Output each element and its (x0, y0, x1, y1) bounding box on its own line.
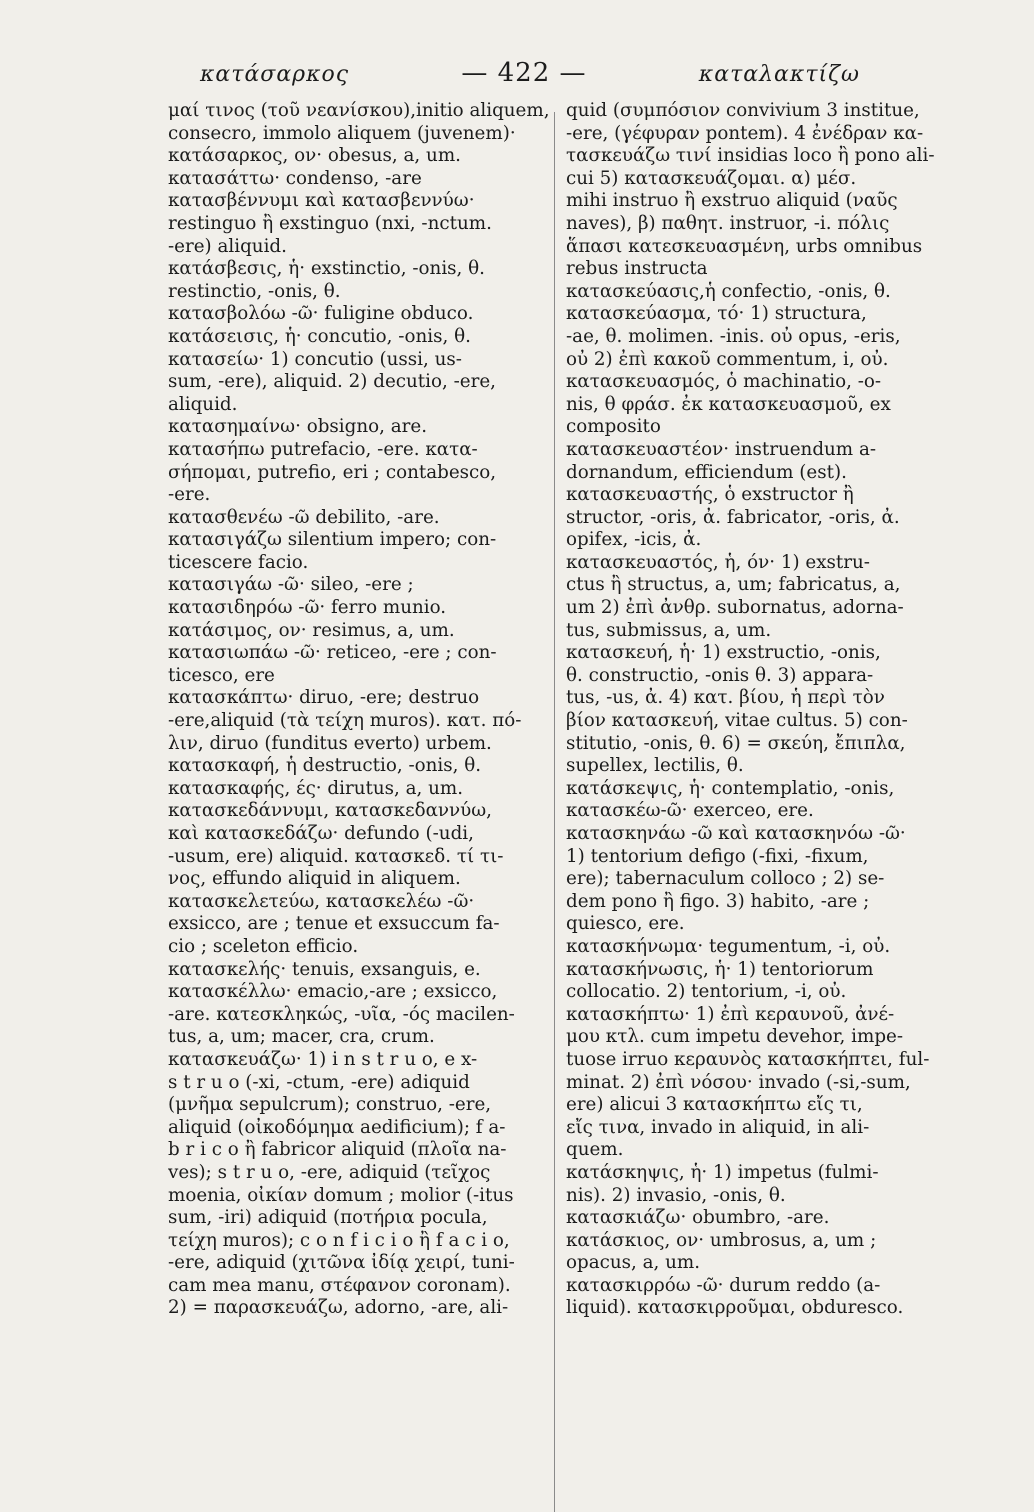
right-line: κατασκήνωσις, ἡ· 1) tentoriorum (566, 958, 874, 980)
left-line: κατασιδηρόω -ῶ· ferro munio. (168, 597, 447, 619)
right-line: εἴς τινα, invado in aliquid, in ali- (566, 1116, 870, 1138)
right-line: tuose irruo κεραυνὸς κατασκήπτει, ful- (566, 1048, 930, 1070)
right-line: quiesco, ere. (566, 913, 685, 935)
left-line: κατασκέλλω· emacio,-are ; exsicco, (168, 981, 498, 1003)
right-line: κατασκηνάω -ῶ καὶ κατασκηνόω -ῶ· (566, 823, 906, 844)
left-line: cam mea manu, στέφανον coronam). (168, 1274, 511, 1296)
right-line: κατασκευασμός, ὁ machinatio, -o- (566, 371, 882, 393)
left-line: μαί τινος (τοῦ νεανίσκου),initio aliquem, (168, 100, 550, 121)
right-line: μου κτλ. cum impetu devehor, impe- (566, 1026, 904, 1048)
left-line: κατασείω· 1) concutio (ussi, us- (168, 348, 462, 370)
left-line: κατασιγάω -ῶ· sileo, -ere ; (168, 574, 414, 596)
left-line: καὶ κατασκεδάζω· defundo (-udi, (168, 823, 474, 844)
left-line: κατασιωπάω -ῶ· reticeo, -ere ; con- (168, 642, 497, 664)
right-line: κατασκευαστής, ὁ exstructor ἢ (566, 484, 854, 506)
right-line: naves), β) παθητ. instruor, -i. πόλις (566, 212, 890, 234)
left-line: κατασκελής· tenuis, exsanguis, e. (168, 958, 481, 980)
right-line: structor, -oris, ἀ. fabricator, -oris, ἀ. (566, 506, 900, 528)
right-line: τασκευάζω τινί insidias loco ἢ pono ali- (566, 145, 935, 167)
right-line: οὐ 2) ἐπὶ κακοῦ commentum, i, οὐ. (566, 348, 889, 370)
left-line: -ere,aliquid (τὰ τείχη muros). κατ. πό- (168, 710, 522, 732)
left-line: σήπομαι, putrefio, eri ; contabesco, (168, 461, 497, 483)
left-line: κατασκάπτω· diruo, -ere; destruo (168, 687, 480, 709)
left-line: sum, -iri) adiquid (ποτήρια pocula, (168, 1207, 488, 1229)
right-line: mihi instruo ἢ exstruo aliquid (ναῦς (566, 190, 898, 212)
left-line: ves); s t r u o, -ere, adiquid (τεῖχος (168, 1161, 491, 1183)
right-line: nis). 2) invasio, -onis, θ. (566, 1184, 786, 1206)
left-line: exsicco, are ; tenue et exsuccum fa- (168, 913, 500, 935)
right-line: rebus instructa (566, 258, 708, 280)
left-line: -usum, ere) aliquid. κατασκεδ. τί τι- (168, 845, 504, 867)
left-line: restinguo ἢ exstinguo (nxi, -nctum. (168, 212, 492, 234)
left-line: -ere, adiquid (χιτῶνα ἰδίᾳ χειρί, tuni- (168, 1252, 515, 1274)
right-line: βίον κατασκευή, vitae cultus. 5) con- (566, 710, 908, 732)
right-line: κατασκευή, ἡ· 1) exstructio, -onis, (566, 642, 881, 664)
right-line: cui 5) κατασκευάζομαι. α) μέσ. (566, 167, 857, 189)
left-line: -are. κατεσκληκώς, -υῖα, -ός macilen- (168, 1003, 515, 1025)
left-line: consecro, immolo aliquem (juvenem)· (168, 122, 516, 144)
left-running-headword: κατάσαρκος (200, 62, 350, 87)
right-line: κατασκεύασις,ἡ confectio, -onis, θ. (566, 280, 891, 302)
left-line: κατασκαφής, ές· dirutus, a, um. (168, 777, 464, 799)
left-line: κατασήπω putrefacio, -ere. κατα- (168, 438, 478, 460)
left-column (168, 100, 556, 1320)
right-line: supellex, lectilis, θ. (566, 755, 744, 777)
left-line: aliquid. (168, 393, 238, 415)
left-line: κατασιγάζω silentium impero; con- (168, 529, 497, 551)
page-header (200, 58, 860, 98)
left-line: κατασάττω· condenso, -are (168, 167, 422, 189)
right-line: κατασκήνωμα· tegumentum, -i, οὐ. (566, 935, 891, 957)
right-line: minat. 2) ἐπὶ νόσου· invado (-si,-sum, (566, 1071, 911, 1093)
right-running-headword: καταλακτίζω (698, 62, 860, 87)
right-line: ἅπασι κατεσκευασμένη, urbs omnibus (566, 235, 923, 257)
right-line: ere) alicui 3 κατασκήπτω εἴς τι, (566, 1094, 863, 1116)
left-line: κατασβολόω -ῶ· fuligine obduco. (168, 303, 474, 325)
right-line: κατασκεύασμα, τό· 1) structura, (566, 303, 867, 325)
right-line: κατάσκιος, ον· umbrosus, a, um ; (566, 1229, 877, 1251)
right-line: um 2) ἐπὶ ἀνθρ. subornatus, adorna- (566, 597, 904, 619)
right-line: liquid). κατασκιρροῦμαι, obduresco. (566, 1297, 904, 1319)
right-line: dornandum, efficiendum (est). (566, 461, 847, 483)
left-line: -ere) aliquid. (168, 235, 287, 257)
right-line: ere); tabernaculum colloco ; 2) se- (566, 868, 885, 890)
right-line: opifex, -icis, ἀ. (566, 529, 702, 551)
right-line: ctus ἢ structus, a, um; fabricatus, a, (566, 574, 901, 596)
left-line: κατασημαίνω· obsigno, are. (168, 416, 428, 438)
left-line: κατάσβεσις, ἡ· exstinctio, -onis, θ. (168, 258, 485, 280)
right-line: nis, θ φράσ. ἐκ κατασκευασμοῦ, ex (566, 393, 891, 415)
left-line: κατασβέννυμι καὶ κατασβεννύω· (168, 190, 475, 212)
left-line: κατάσεισις, ἡ· concutio, -onis, θ. (168, 325, 471, 347)
left-line: moenia, οἰκίαν domum ; molior (-itus (168, 1184, 514, 1206)
left-line: κατάσιμος, ον· resimus, a, um. (168, 619, 455, 641)
left-line: κατασκεδάννυμι, κατασκεδαννύω, (168, 800, 492, 822)
right-line: quid (συμπόσιον convivium 3 institue, (566, 100, 920, 121)
right-line: opacus, a, um. (566, 1252, 701, 1274)
left-line: 2) = παρασκευάζω, adorno, -are, ali- (168, 1297, 509, 1319)
left-line: νος, effundo aliquid in aliquem. (168, 868, 461, 890)
left-line: ticescere facio. (168, 551, 309, 573)
left-line: restinctio, -onis, θ. (168, 280, 341, 302)
right-line: θ. constructio, -onis θ. 3) appara- (566, 664, 874, 686)
left-line: b r i c o ἢ fabricor aliquid (πλοῖα na- (168, 1139, 507, 1161)
left-line: tus, a, um; macer, cra, crum. (168, 1026, 435, 1048)
right-line: dem pono ἢ figo. 3) habito, -are ; (566, 890, 870, 912)
right-line: κατάσκεψις, ἡ· contemplatio, -onis, (566, 777, 895, 799)
left-line: κατάσαρκος, ον· obesus, a, um. (168, 145, 461, 167)
right-line: κατασκευαστέον· instruendum a- (566, 438, 877, 460)
right-line: κατασκιρρόω -ῶ· durum reddo (a- (566, 1274, 881, 1296)
left-line: s t r u o (-xi, -ctum, -ere) adiquid (168, 1071, 470, 1093)
right-line: -ae, θ. molimen. -inis. οὐ opus, -eris, (566, 325, 901, 347)
left-line: cio ; sceleton efficio. (168, 935, 359, 957)
right-line: -ere, (γέφυραν pontem). 4 ἐνέδραν κα- (566, 122, 924, 144)
right-line: κατάσκηψις, ἡ· 1) impetus (fulmi- (566, 1161, 879, 1183)
left-line: τείχη muros); c o n f i c i o ἢ f a c i o, (168, 1229, 510, 1251)
right-line: κατασκευαστός, ἡ, όν· 1) exstru- (566, 551, 870, 573)
page-number: — 422 — (461, 58, 587, 88)
right-column (566, 100, 958, 1320)
right-line: stitutio, -onis, θ. 6) = σκεύη, ἔπιπλα, (566, 732, 906, 754)
left-line: λιν, diruo (funditus everto) urbem. (168, 732, 492, 754)
right-line: 1) tentorium defigo (-fixi, -fixum, (566, 845, 869, 867)
column-divider (554, 112, 555, 1512)
right-line: κατασκέω-ῶ· exerceo, ere. (566, 800, 814, 822)
right-line: tus, -us, ἀ. 4) κατ. βίου, ἡ περὶ τὸν (566, 687, 885, 709)
right-line: tus, submissus, a, um. (566, 619, 772, 641)
left-line: κατασκελετεύω, κατασκελέω -ῶ· (168, 890, 475, 912)
left-line: κατασκευάζω· 1) i n s t r u o, e x- (168, 1048, 478, 1070)
left-line: κατασκαφή, ἡ destructio, -onis, θ. (168, 755, 482, 777)
right-line: collocatio. 2) tentorium, -i, οὐ. (566, 981, 847, 1003)
left-line: -ere. (168, 484, 211, 506)
right-line: composito (566, 416, 661, 438)
left-line: (μνῆμα sepulcrum); construo, -ere, (168, 1094, 492, 1116)
right-line: κατασκήπτω· 1) ἐπὶ κεραυνοῦ, ἀνέ- (566, 1003, 895, 1025)
left-line: aliquid (οἰκοδόμημα aedificium); f a- (168, 1116, 506, 1138)
right-line: κατασκιάζω· obumbro, -are. (566, 1207, 830, 1229)
left-line: ticesco, ere (168, 664, 275, 686)
left-line: sum, -ere), aliquid. 2) decutio, -ere, (168, 371, 496, 393)
right-line: quem. (566, 1139, 624, 1161)
left-line: κατασθενέω -ῶ debilito, -are. (168, 506, 440, 528)
